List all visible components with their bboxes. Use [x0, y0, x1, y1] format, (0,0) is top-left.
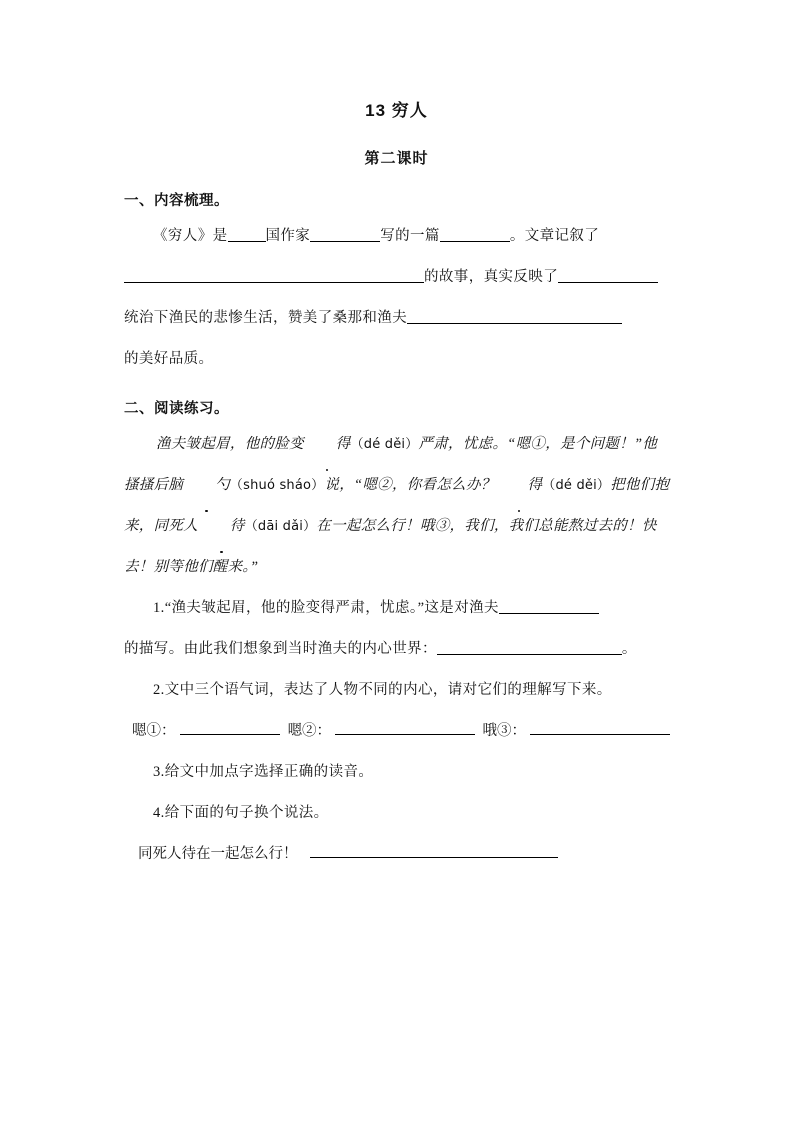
blank-q2-interjection-2[interactable] — [335, 720, 475, 736]
passage-segment-2: 严肃，忧虑。“嗯①，是个问题！”他搔搔后脑 — [124, 436, 658, 493]
question-2-blank-group-2 — [288, 711, 476, 752]
passage-segment-5: 在一起怎么行！哦③，我们，我们总能熬过去的！快去！别等他们醒来。” — [124, 518, 657, 575]
blank-q2-interjection-3[interactable] — [530, 720, 670, 736]
question-1-text-a: “渔夫皱起眉，他的脸变得严肃，忧虑。”这是对渔夫 — [164, 600, 499, 616]
worksheet-body — [124, 186, 670, 875]
section-heading-two: 二、阅读练习。 — [124, 401, 229, 417]
passage-segment-1: 渔夫皱起眉，他的脸变 — [155, 436, 304, 452]
blank-story-summary[interactable] — [124, 268, 424, 284]
question-4-sentence: 同死人待在一起怎么行！ — [138, 846, 298, 862]
question-2-blank-group-1 — [132, 711, 280, 752]
question-2 — [124, 670, 670, 711]
section-one-fill-in-paragraph — [124, 216, 670, 257]
question-1-text-c: 。 — [621, 641, 637, 657]
question-4 — [124, 793, 670, 834]
question-2-label-1: 嗯①： — [132, 723, 176, 739]
dotted-char-shao: 勺 — [183, 465, 230, 506]
pinyin-dai: （dāi dǎi） — [244, 519, 317, 534]
blank-q1-inner-world[interactable] — [437, 640, 622, 656]
question-3 — [124, 752, 670, 793]
fill-line1-text-b: 国作家 — [265, 228, 311, 244]
blank-q2-interjection-1[interactable] — [180, 720, 280, 736]
dotted-char-de-2: 得 — [496, 465, 543, 506]
question-2-blank-group-3 — [483, 711, 671, 752]
section-heading-one: 一、内容梳理。 — [124, 193, 229, 209]
question-1-number: 1. — [153, 600, 165, 616]
fill-line3-text-a: 统治下渔民的悲惨生活，赞美了桑那和渔夫 — [124, 310, 408, 326]
page-title: 13 穷人 — [365, 101, 428, 120]
question-4-answer-row — [124, 834, 670, 875]
blank-genre[interactable] — [440, 227, 510, 243]
page-subtitle: 第二课时 — [364, 150, 429, 167]
question-2-text: 文中三个语气词，表达了人物不同的内心，请对它们的理解写下来。 — [164, 682, 612, 698]
section-one-praise-line — [124, 298, 670, 339]
pinyin-de-1: （dé děi） — [350, 437, 419, 452]
question-2-blank-row — [124, 711, 670, 752]
question-2-label-2: 嗯②： — [287, 723, 332, 739]
dotted-char-dai: 待 — [198, 506, 245, 547]
question-1-continued — [124, 629, 670, 670]
fill-line4-text-a: 的美好品质。 — [124, 351, 214, 367]
blank-country[interactable] — [228, 227, 266, 243]
question-4-number: 4. — [153, 805, 165, 821]
passage-segment-3: 说，“嗯②，你看怎么办？ — [324, 477, 496, 493]
blank-q4-rewrite[interactable] — [310, 843, 558, 859]
section-one-story-line — [124, 257, 670, 298]
question-2-number: 2. — [153, 682, 165, 698]
pinyin-de-2: （dé děi） — [542, 478, 611, 493]
fill-line1-text-d: 。文章记叙了 — [509, 228, 600, 244]
question-2-label-3: 哦③： — [482, 723, 526, 739]
section-one-closing-line — [124, 339, 670, 380]
question-4-text: 给下面的句子换个说法。 — [164, 805, 329, 821]
blank-author[interactable] — [310, 227, 380, 243]
question-1-text-b: 的描写。由此我们想象到当时渔夫的内心世界： — [124, 641, 437, 657]
fill-line1-text-c: 写的一篇 — [380, 228, 440, 244]
blank-reflected-era[interactable] — [558, 268, 658, 284]
question-1 — [124, 588, 670, 629]
fill-line2-text-a: 的故事，真实反映了 — [424, 269, 559, 285]
question-3-text: 给文中加点字选择正确的读音。 — [164, 764, 374, 780]
pinyin-shao: （shuó sháo） — [229, 478, 325, 493]
dotted-char-de-1: 得 — [304, 424, 351, 465]
reading-passage — [124, 424, 670, 588]
fill-line1-text-a: 《穷人》是 — [153, 228, 228, 244]
blank-virtues[interactable] — [407, 309, 622, 325]
passage-segment-4: 把他们抱来，同死人 — [124, 477, 670, 534]
question-3-number: 3. — [153, 764, 165, 780]
blank-q1-description-type[interactable] — [499, 599, 599, 615]
